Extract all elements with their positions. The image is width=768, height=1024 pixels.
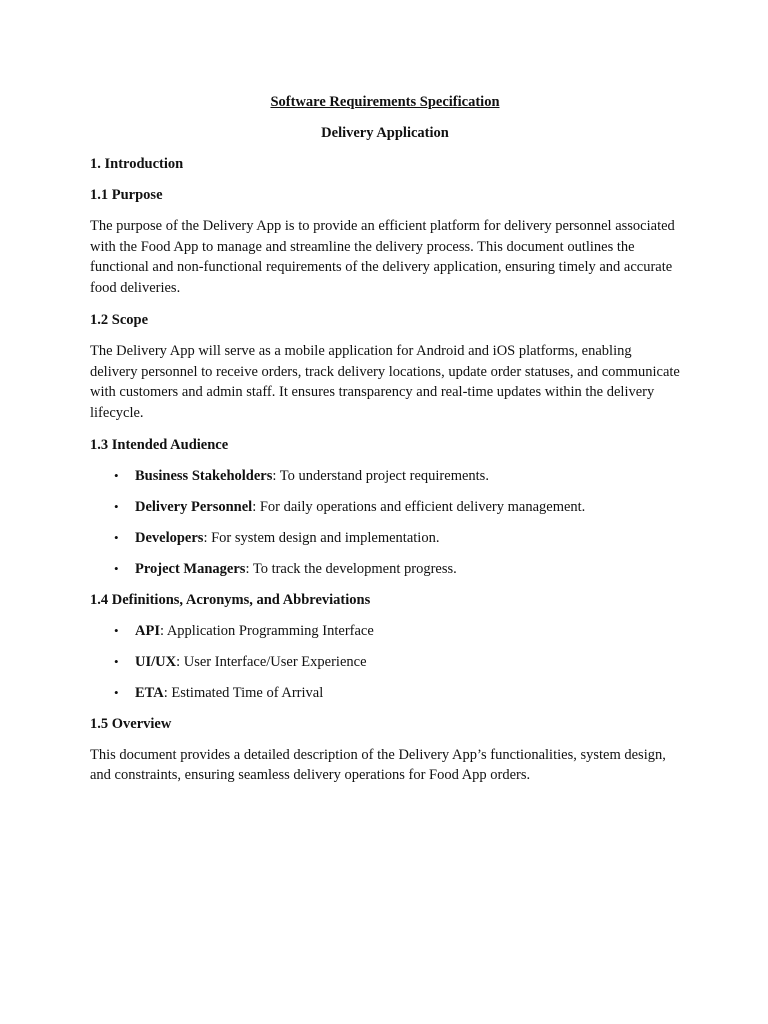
list-item-description: : Application Programming Interface bbox=[159, 622, 374, 639]
document-subtitle: Delivery Application bbox=[321, 125, 449, 141]
bullet-icon: • bbox=[114, 498, 119, 514]
list-item bbox=[90, 528, 680, 548]
intended-audience-list bbox=[90, 466, 680, 579]
scope-heading: 1.2 Scope bbox=[90, 311, 148, 328]
intended-audience-heading: 1.3 Intended Audience bbox=[90, 436, 229, 453]
scope-paragraph: The Delivery App will serve as a mobile application for Android and iOS platforms, enabling delivery personnel to receive orders, track delivery locations, update order statuses, and communicate with customers and admin staff. It ensures transparency and real-time updates within the delivery lifecycle. bbox=[90, 342, 680, 421]
bullet-icon: • bbox=[114, 653, 119, 669]
list-item-term: API bbox=[135, 622, 160, 639]
bullet-icon: • bbox=[114, 560, 119, 576]
list-item-term: ETA bbox=[135, 684, 164, 701]
list-item-description: : User Interface/User Experience bbox=[176, 653, 367, 670]
bullet-icon: • bbox=[114, 467, 119, 483]
list-item-term: UI/UX bbox=[135, 653, 177, 670]
document-title: Software Requirements Specification bbox=[270, 94, 500, 110]
list-item bbox=[90, 683, 680, 703]
list-item-description: : For daily operations and efficient delivery management. bbox=[252, 498, 586, 515]
overview-heading: 1.5 Overview bbox=[90, 715, 172, 732]
list-item-description: : To understand project requirements. bbox=[272, 467, 489, 484]
introduction-heading: 1. Introduction bbox=[90, 156, 184, 172]
definitions-heading: 1.4 Definitions, Acronyms, and Abbreviations bbox=[90, 591, 371, 608]
document-page bbox=[90, 92, 680, 797]
list-item bbox=[90, 466, 680, 486]
bullet-icon: • bbox=[114, 529, 119, 545]
list-item-description: : For system design and implementation. bbox=[203, 529, 440, 546]
list-item bbox=[90, 621, 680, 641]
list-item bbox=[90, 497, 680, 517]
list-item-term: Business Stakeholders bbox=[135, 467, 273, 484]
list-item-term: Developers bbox=[135, 529, 204, 546]
definitions-list bbox=[90, 621, 680, 703]
purpose-heading: 1.1 Purpose bbox=[90, 187, 163, 203]
overview-paragraph: This document provides a detailed description of the Delivery App’s functionalities, system design, and constraints, ensuring seamless delivery operations for Food App orders. bbox=[90, 746, 666, 784]
bullet-icon: • bbox=[114, 622, 119, 638]
list-item-term: Delivery Personnel bbox=[135, 498, 253, 515]
list-item bbox=[90, 559, 680, 579]
list-item-description: : Estimated Time of Arrival bbox=[163, 684, 324, 701]
list-item-term: Project Managers bbox=[135, 560, 246, 577]
list-item-description: : To track the development progress. bbox=[245, 560, 457, 577]
bullet-icon: • bbox=[114, 684, 119, 700]
purpose-paragraph: The purpose of the Delivery App is to provide an efficient platform for delivery personnel associated with the Food App to manage and streamline the delivery process. This document outlines the functional and non-functional requirements of the delivery application, ensuring timely and accurate food deliveries. bbox=[90, 218, 675, 297]
list-item bbox=[90, 652, 680, 672]
